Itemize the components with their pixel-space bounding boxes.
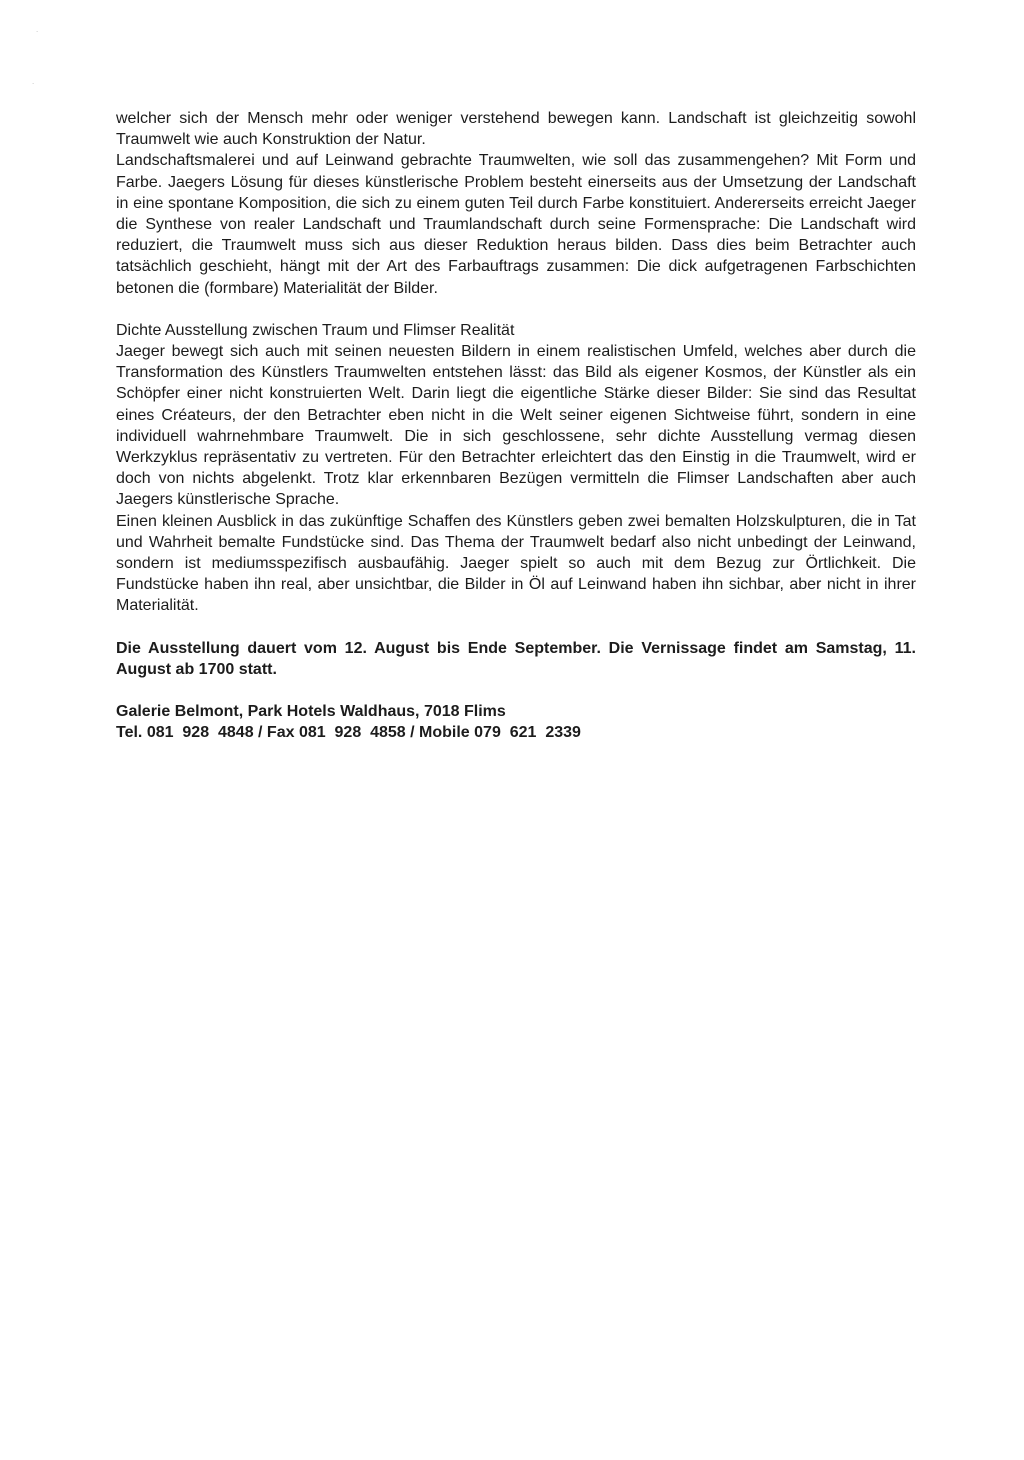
contact-phone: Tel. 081 928 4848 / Fax 081 928 4858 / Mobile 079 621 2339 xyxy=(116,724,581,742)
paragraph-landscape-painting: Landschaftsmalerei und auf Leinwand gebrachte Traumwelten, wie soll das zusammengehen? Mit Form und Farbe. Jaegers Lösung für dieses künstlerische Problem besteht einerseits aus der Umsetzung der Landschaft in eine spontane Komposition, die sich zu einem guten Teil durch Farbe konstituiert. Andererseits erreicht Jaeger die Synthese von realer Landschaft und Traumlandschaft durch seine Formensprache: Die Landschaft wird reduziert, die Traumwelt muss sich aus dieser Reduktion heraus bilden. Dass dies beim Betrachter auch tatsächlich geschieht, hängt mit der Art des Farbauftrags zusammen: Die dick aufgetragenen Farbschichten betonen die (formbare) Materialität der Bilder. xyxy=(116,152,916,297)
document-page xyxy=(116,108,916,743)
scan-artifact: · xyxy=(32,80,35,88)
contact-address: Galerie Belmont, Park Hotels Waldhaus, 7018 Flims xyxy=(116,703,506,721)
paragraph-gap xyxy=(116,617,916,638)
paragraph-gap xyxy=(116,680,916,701)
paragraph-exhibition-review: Jaeger bewegt sich auch mit seinen neuesten Bildern in einem realistischen Umfeld, welches aber durch die Transformation des Künstlers Traumwelten entstehen lässt: das Bild als eigener Kosmos, der Künstler als ein Schöpfer einer nicht konstruierten Welt. Darin liegt die eigentliche Stärke dieser Bilder: Sie sind das Resultat eines Créateurs, der den Betrachter eben nicht in die Welt seiner eigenen Sichtweise führt, sondern in eine individuell wahrnehmbare Traumwelt. Die in sich geschlossene, sehr dichte Ausstellung vermag diesen Werkzyklus repräsentativ zu vertreten. Für den Betrachter erleichtert das den Einstig in die Traumwelt, wird er doch von nichts abgelenkt. Trotz klar erkennbaren Bezügen vermitteln die Flimser Landschaften aber auch Jaegers künstlerische Sprache. xyxy=(116,343,916,509)
exhibition-dates: Die Ausstellung dauert vom 12. August bis Ende September. Die Vernissage findet am Samstag, 11. August ab 1700 statt. xyxy=(116,639,916,678)
paragraph-outlook: Einen kleinen Ausblick in das zukünftige Schaffen des Künstlers geben zwei bemalten Holzskulpturen, die in Tat und Wahrheit bemalte Fundstücke sind. Das Thema der Traumwelt bedarf also nicht unbedingt der Leinwand, sondern ist mediumsspezifisch ausbaufähig. Jaeger spielt so auch mit dem Bezug zur Örtlichkeit. Die Fundstücke haben ihn real, aber unsichtbar, die Bilder in Öl auf Leinwand haben ihn sichbar, aber nicht in ihrer Materialität. xyxy=(116,512,916,615)
section-heading: Dichte Ausstellung zwischen Traum und Flimser Realität xyxy=(116,321,515,339)
scan-artifact: · xyxy=(36,28,39,36)
paragraph-intro: welcher sich der Mensch mehr oder weniger verstehend bewegen kann. Landschaft ist gleichzeitig sowohl Traumwelt wie auch Konstruktion der Natur. xyxy=(116,110,916,149)
paragraph-gap xyxy=(116,299,916,320)
